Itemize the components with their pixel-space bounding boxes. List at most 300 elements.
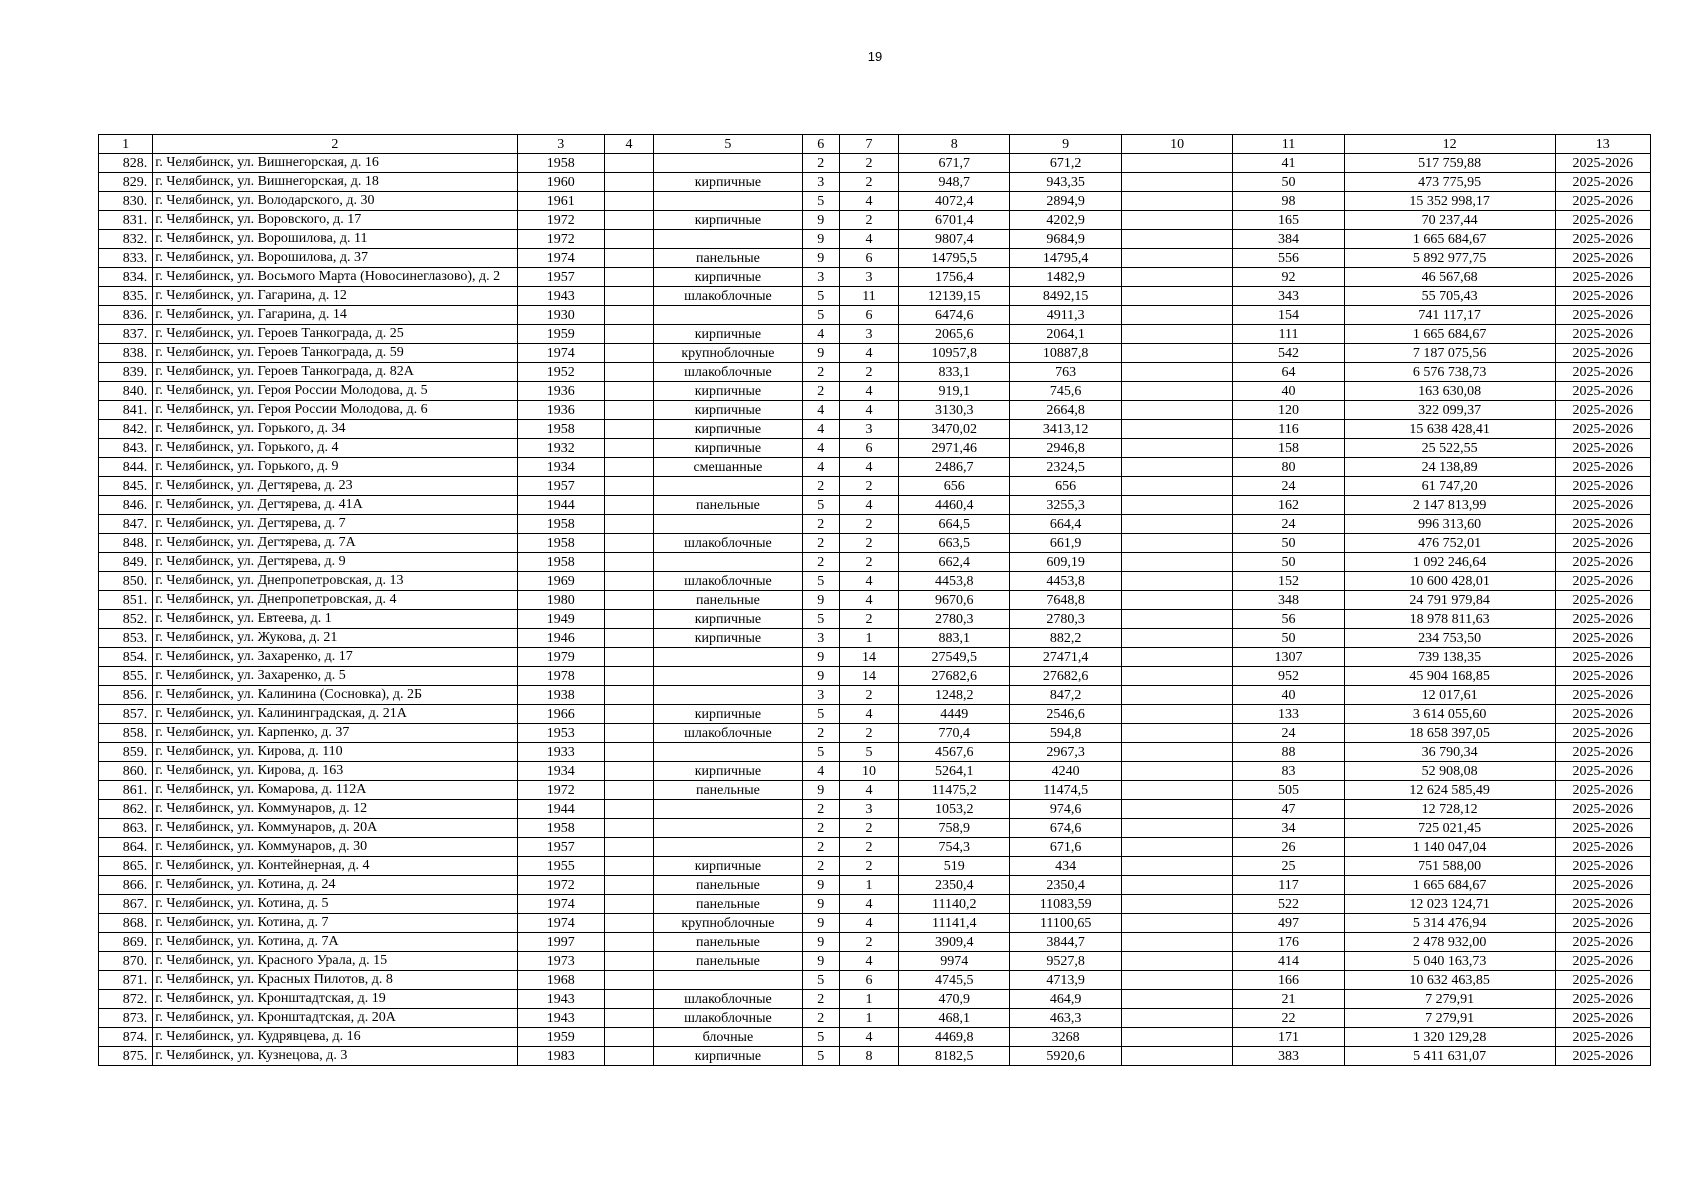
cell-repair-period: 2025-2026 [1555,534,1650,553]
cell-repair-cost: 55 705,43 [1344,287,1555,306]
cell-repair-period: 2025-2026 [1555,800,1650,819]
cell-wall-material [654,648,803,667]
cell-entrances: 4 [839,895,898,914]
cell-address: г. Челябинск, ул. Кузнецова, д. 3 [153,1047,517,1066]
cell-repair-period: 2025-2026 [1555,477,1650,496]
cell-repair-cost: 24 138,89 [1344,458,1555,477]
cell-residents: 47 [1233,800,1344,819]
cell-residents: 1307 [1233,648,1344,667]
table-row [99,515,1651,534]
cell-col-10 [1121,762,1232,781]
cell-repair-period: 2025-2026 [1555,287,1650,306]
cell-build-year: 1972 [517,876,604,895]
cell-floors: 5 [802,496,839,515]
cell-col-10 [1121,515,1232,534]
cell-row-index: 855. [99,667,153,686]
cell-entrances: 2 [839,477,898,496]
cell-floors: 5 [802,971,839,990]
cell-address: г. Челябинск, ул. Героев Танкограда, д. 82А [153,363,517,382]
cell-repair-period: 2025-2026 [1555,363,1650,382]
table-row [99,325,1651,344]
cell-col-10 [1121,952,1232,971]
cell-col-4 [604,838,653,857]
column-number-cell: 1 [99,135,153,154]
cell-col-4 [604,306,653,325]
cell-repair-period: 2025-2026 [1555,268,1650,287]
cell-build-year: 1974 [517,895,604,914]
table-row [99,306,1651,325]
cell-entrances: 2 [839,933,898,952]
cell-floors: 2 [802,154,839,173]
cell-total-area: 833,1 [899,363,1010,382]
cell-col-4 [604,496,653,515]
cell-address: г. Челябинск, ул. Дегтярева, д. 9 [153,553,517,572]
cell-entrances: 2 [839,686,898,705]
cell-repair-cost: 12 624 585,49 [1344,781,1555,800]
cell-floors: 5 [802,1047,839,1066]
cell-row-index: 832. [99,230,153,249]
cell-living-area: 4202,9 [1010,211,1121,230]
column-number-cell: 3 [517,135,604,154]
cell-address: г. Челябинск, ул. Коммунаров, д. 12 [153,800,517,819]
cell-entrances: 2 [839,534,898,553]
cell-col-4 [604,382,653,401]
cell-row-index: 868. [99,914,153,933]
cell-living-area: 5920,6 [1010,1047,1121,1066]
cell-col-4 [604,477,653,496]
table-row [99,857,1651,876]
cell-living-area: 11100,65 [1010,914,1121,933]
cell-col-10 [1121,990,1232,1009]
table-row [99,762,1651,781]
cell-floors: 5 [802,743,839,762]
cell-wall-material: кирпичные [654,401,803,420]
cell-living-area: 27471,4 [1010,648,1121,667]
cell-col-4 [604,933,653,952]
cell-living-area: 3844,7 [1010,933,1121,952]
cell-living-area: 7648,8 [1010,591,1121,610]
cell-residents: 952 [1233,667,1344,686]
table-row [99,230,1651,249]
cell-col-4 [604,458,653,477]
cell-col-4 [604,914,653,933]
cell-total-area: 9974 [899,952,1010,971]
cell-col-10 [1121,249,1232,268]
cell-living-area: 3413,12 [1010,420,1121,439]
column-number-row [99,135,1651,154]
cell-row-index: 856. [99,686,153,705]
cell-wall-material: панельные [654,781,803,800]
cell-residents: 522 [1233,895,1344,914]
cell-total-area: 6474,6 [899,306,1010,325]
cell-entrances: 4 [839,401,898,420]
cell-build-year: 1979 [517,648,604,667]
cell-wall-material: крупноблочные [654,344,803,363]
cell-col-4 [604,1009,653,1028]
cell-build-year: 1978 [517,667,604,686]
cell-repair-period: 2025-2026 [1555,230,1650,249]
cell-repair-cost: 739 138,35 [1344,648,1555,667]
cell-repair-cost: 12 728,12 [1344,800,1555,819]
cell-entrances: 3 [839,268,898,287]
table-row [99,705,1651,724]
cell-col-10 [1121,344,1232,363]
cell-entrances: 2 [839,363,898,382]
cell-repair-cost: 12 017,61 [1344,686,1555,705]
cell-living-area: 434 [1010,857,1121,876]
cell-wall-material: кирпичные [654,173,803,192]
cell-total-area: 4745,5 [899,971,1010,990]
cell-build-year: 1973 [517,952,604,971]
cell-living-area: 2350,4 [1010,876,1121,895]
cell-total-area: 770,4 [899,724,1010,743]
cell-build-year: 1930 [517,306,604,325]
cell-col-4 [604,420,653,439]
cell-total-area: 9670,6 [899,591,1010,610]
cell-build-year: 1955 [517,857,604,876]
cell-address: г. Челябинск, ул. Героя России Молодова, д. 6 [153,401,517,420]
table-row [99,724,1651,743]
cell-total-area: 3470,02 [899,420,1010,439]
cell-address: г. Челябинск, ул. Контейнерная, д. 4 [153,857,517,876]
cell-floors: 2 [802,515,839,534]
cell-row-index: 862. [99,800,153,819]
cell-repair-period: 2025-2026 [1555,496,1650,515]
cell-repair-period: 2025-2026 [1555,344,1650,363]
cell-floors: 9 [802,667,839,686]
cell-repair-cost: 473 775,95 [1344,173,1555,192]
cell-repair-cost: 7 279,91 [1344,990,1555,1009]
cell-residents: 24 [1233,515,1344,534]
cell-col-10 [1121,1028,1232,1047]
cell-build-year: 1936 [517,382,604,401]
cell-repair-cost: 10 632 463,85 [1344,971,1555,990]
cell-entrances: 2 [839,610,898,629]
cell-col-4 [604,610,653,629]
table-row [99,553,1651,572]
cell-repair-period: 2025-2026 [1555,572,1650,591]
cell-col-4 [604,439,653,458]
cell-living-area: 594,8 [1010,724,1121,743]
cell-row-index: 857. [99,705,153,724]
table-row [99,914,1651,933]
cell-living-area: 661,9 [1010,534,1121,553]
cell-repair-period: 2025-2026 [1555,629,1650,648]
cell-repair-cost: 25 522,55 [1344,439,1555,458]
column-number-cell: 6 [802,135,839,154]
cell-repair-cost: 1 320 129,28 [1344,1028,1555,1047]
cell-residents: 542 [1233,344,1344,363]
cell-repair-period: 2025-2026 [1555,211,1650,230]
cell-col-10 [1121,192,1232,211]
cell-living-area: 2967,3 [1010,743,1121,762]
cell-col-4 [604,211,653,230]
cell-wall-material [654,192,803,211]
cell-floors: 4 [802,762,839,781]
cell-build-year: 1946 [517,629,604,648]
cell-living-area: 4911,3 [1010,306,1121,325]
cell-total-area: 8182,5 [899,1047,1010,1066]
cell-address: г. Челябинск, ул. Жукова, д. 21 [153,629,517,648]
cell-total-area: 656 [899,477,1010,496]
cell-col-10 [1121,914,1232,933]
cell-col-4 [604,990,653,1009]
column-number-cell: 10 [1121,135,1232,154]
cell-entrances: 2 [839,857,898,876]
cell-living-area: 763 [1010,363,1121,382]
cell-total-area: 6701,4 [899,211,1010,230]
cell-total-area: 27549,5 [899,648,1010,667]
cell-row-index: 831. [99,211,153,230]
cell-residents: 116 [1233,420,1344,439]
cell-build-year: 1959 [517,325,604,344]
cell-repair-period: 2025-2026 [1555,895,1650,914]
cell-entrances: 14 [839,648,898,667]
cell-floors: 5 [802,306,839,325]
cell-row-index: 858. [99,724,153,743]
cell-row-index: 838. [99,344,153,363]
cell-residents: 348 [1233,591,1344,610]
table-row [99,287,1651,306]
cell-build-year: 1934 [517,762,604,781]
cell-row-index: 865. [99,857,153,876]
cell-col-4 [604,591,653,610]
cell-floors: 2 [802,819,839,838]
cell-total-area: 1756,4 [899,268,1010,287]
cell-address: г. Челябинск, ул. Карпенко, д. 37 [153,724,517,743]
cell-wall-material: панельные [654,591,803,610]
table-row [99,667,1651,686]
cell-repair-period: 2025-2026 [1555,382,1650,401]
cell-living-area: 1482,9 [1010,268,1121,287]
cell-floors: 5 [802,1028,839,1047]
cell-build-year: 1968 [517,971,604,990]
cell-row-index: 848. [99,534,153,553]
cell-repair-cost: 322 099,37 [1344,401,1555,420]
cell-residents: 505 [1233,781,1344,800]
cell-floors: 4 [802,401,839,420]
cell-residents: 25 [1233,857,1344,876]
cell-wall-material: шлакоблочные [654,287,803,306]
cell-entrances: 4 [839,591,898,610]
cell-total-area: 4469,8 [899,1028,1010,1047]
cell-build-year: 1932 [517,439,604,458]
cell-wall-material: шлакоблочные [654,724,803,743]
table-row [99,648,1651,667]
cell-floors: 5 [802,610,839,629]
cell-row-index: 869. [99,933,153,952]
cell-repair-cost: 10 600 428,01 [1344,572,1555,591]
cell-col-4 [604,876,653,895]
cell-total-area: 11140,2 [899,895,1010,914]
cell-build-year: 1959 [517,1028,604,1047]
cell-wall-material: шлакоблочные [654,534,803,553]
cell-repair-cost: 163 630,08 [1344,382,1555,401]
cell-wall-material [654,553,803,572]
cell-address: г. Челябинск, ул. Кронштадтская, д. 20А [153,1009,517,1028]
cell-living-area: 463,3 [1010,1009,1121,1028]
table-row [99,781,1651,800]
cell-address: г. Челябинск, ул. Горького, д. 4 [153,439,517,458]
cell-floors: 9 [802,914,839,933]
cell-residents: 50 [1233,173,1344,192]
cell-living-area: 2546,6 [1010,705,1121,724]
cell-total-area: 2780,3 [899,610,1010,629]
cell-wall-material: шлакоблочные [654,572,803,591]
cell-repair-cost: 1 665 684,67 [1344,325,1555,344]
cell-repair-cost: 741 117,17 [1344,306,1555,325]
cell-build-year: 1943 [517,990,604,1009]
cell-repair-period: 2025-2026 [1555,553,1650,572]
cell-living-area: 974,6 [1010,800,1121,819]
cell-address: г. Челябинск, ул. Восьмого Марта (Новосинеглазово), д. 2 [153,268,517,287]
cell-repair-cost: 6 576 738,73 [1344,363,1555,382]
cell-floors: 2 [802,553,839,572]
cell-col-4 [604,743,653,762]
cell-row-index: 864. [99,838,153,857]
cell-residents: 171 [1233,1028,1344,1047]
cell-address: г. Челябинск, ул. Вишнегорская, д. 18 [153,173,517,192]
cell-living-area: 664,4 [1010,515,1121,534]
cell-residents: 343 [1233,287,1344,306]
cell-living-area: 9684,9 [1010,230,1121,249]
cell-wall-material: панельные [654,933,803,952]
cell-address: г. Челябинск, ул. Днепропетровская, д. 4 [153,591,517,610]
table-row [99,458,1651,477]
cell-residents: 111 [1233,325,1344,344]
cell-residents: 24 [1233,724,1344,743]
cell-wall-material: шлакоблочные [654,363,803,382]
cell-floors: 4 [802,325,839,344]
cell-address: г. Челябинск, ул. Кирова, д. 110 [153,743,517,762]
cell-row-index: 852. [99,610,153,629]
cell-total-area: 758,9 [899,819,1010,838]
cell-living-area: 943,35 [1010,173,1121,192]
cell-row-index: 851. [99,591,153,610]
cell-repair-period: 2025-2026 [1555,952,1650,971]
cell-total-area: 2350,4 [899,876,1010,895]
cell-total-area: 948,7 [899,173,1010,192]
cell-repair-period: 2025-2026 [1555,762,1650,781]
housing-register-table [98,134,1651,1066]
cell-living-area: 671,6 [1010,838,1121,857]
cell-residents: 40 [1233,686,1344,705]
cell-build-year: 1972 [517,781,604,800]
cell-col-10 [1121,648,1232,667]
cell-total-area: 883,1 [899,629,1010,648]
cell-col-10 [1121,743,1232,762]
cell-build-year: 1957 [517,838,604,857]
cell-total-area: 27682,6 [899,667,1010,686]
cell-living-area: 847,2 [1010,686,1121,705]
cell-col-10 [1121,230,1232,249]
cell-build-year: 1966 [517,705,604,724]
cell-address: г. Челябинск, ул. Дегтярева, д. 7А [153,534,517,553]
cell-floors: 9 [802,952,839,971]
cell-row-index: 861. [99,781,153,800]
cell-repair-period: 2025-2026 [1555,686,1650,705]
cell-build-year: 1997 [517,933,604,952]
cell-col-4 [604,553,653,572]
cell-col-4 [604,819,653,838]
cell-wall-material: панельные [654,895,803,914]
cell-col-4 [604,572,653,591]
cell-floors: 4 [802,439,839,458]
table-row [99,686,1651,705]
cell-col-10 [1121,401,1232,420]
cell-address: г. Челябинск, ул. Гагарина, д. 14 [153,306,517,325]
cell-row-index: 870. [99,952,153,971]
cell-entrances: 4 [839,781,898,800]
cell-residents: 383 [1233,1047,1344,1066]
cell-repair-period: 2025-2026 [1555,610,1650,629]
cell-address: г. Челябинск, ул. Коммунаров, д. 30 [153,838,517,857]
cell-repair-cost: 18 658 397,05 [1344,724,1555,743]
cell-entrances: 2 [839,154,898,173]
table-row [99,895,1651,914]
cell-wall-material [654,515,803,534]
cell-address: г. Челябинск, ул. Дегтярева, д. 7 [153,515,517,534]
cell-repair-period: 2025-2026 [1555,971,1650,990]
cell-wall-material: смешанные [654,458,803,477]
cell-total-area: 4072,4 [899,192,1010,211]
cell-row-index: 866. [99,876,153,895]
cell-address: г. Челябинск, ул. Калининградская, д. 21А [153,705,517,724]
column-number-cell: 9 [1010,135,1121,154]
cell-living-area: 14795,4 [1010,249,1121,268]
table-row [99,1047,1651,1066]
cell-col-4 [604,230,653,249]
cell-col-4 [604,515,653,534]
cell-col-4 [604,971,653,990]
cell-floors: 9 [802,895,839,914]
cell-floors: 4 [802,458,839,477]
cell-repair-period: 2025-2026 [1555,724,1650,743]
cell-col-4 [604,629,653,648]
cell-row-index: 829. [99,173,153,192]
cell-row-index: 849. [99,553,153,572]
cell-col-4 [604,895,653,914]
cell-wall-material: панельные [654,249,803,268]
cell-entrances: 3 [839,800,898,819]
cell-address: г. Челябинск, ул. Горького, д. 9 [153,458,517,477]
cell-total-area: 4453,8 [899,572,1010,591]
cell-repair-period: 2025-2026 [1555,325,1650,344]
cell-living-area: 2664,8 [1010,401,1121,420]
cell-wall-material [654,838,803,857]
cell-col-10 [1121,211,1232,230]
cell-build-year: 1974 [517,249,604,268]
cell-entrances: 4 [839,952,898,971]
cell-living-area: 2946,8 [1010,439,1121,458]
cell-repair-cost: 751 588,00 [1344,857,1555,876]
cell-living-area: 3268 [1010,1028,1121,1047]
cell-entrances: 3 [839,325,898,344]
cell-living-area: 2894,9 [1010,192,1121,211]
cell-entrances: 2 [839,553,898,572]
cell-build-year: 1953 [517,724,604,743]
cell-wall-material [654,477,803,496]
cell-row-index: 850. [99,572,153,591]
cell-repair-period: 2025-2026 [1555,705,1650,724]
cell-entrances: 8 [839,1047,898,1066]
cell-residents: 40 [1233,382,1344,401]
table-row [99,952,1651,971]
cell-entrances: 1 [839,629,898,648]
cell-floors: 9 [802,249,839,268]
cell-living-area: 656 [1010,477,1121,496]
cell-living-area: 2064,1 [1010,325,1121,344]
